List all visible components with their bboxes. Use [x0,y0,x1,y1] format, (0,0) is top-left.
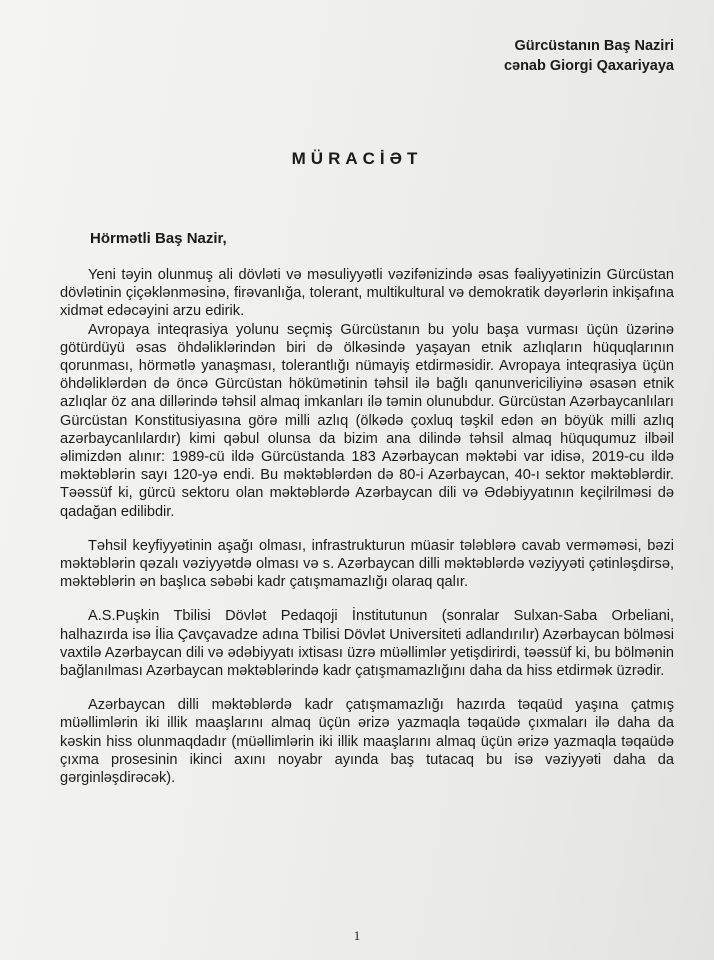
paragraph-education-quality: Təhsil keyfiyyətinin aşağı olması, infrastrukturun müasir tələblərə cavab verməməsi, bəzi məktəblərin qəzalı vəziyyətdə olması və s. Azərbaycan dilli məktəblərdə vəziyyəti çətinləşdirsə, məktəblərin ən başlıca səbəbi kadr çatışmamazlığı olaraq qalır. [60,537,674,591]
recipient-title: Gürcüstanın Baş Naziri [514,38,674,54]
recipient-name: cənab Giorgi Qaxariyaya [503,58,674,74]
page-number: 1 [353,928,361,943]
recipient-block [504,36,674,76]
paragraph-european-integration: Avropaya inteqrasiya yolunu seçmiş Gürcüstanın bu yolu başa vurması üçün üzərinə götürdüyü əsas öhdəliklərindən biri də ölkəsində yaşayan etnik azlıqların hüquqlarının qorunması, hörmətlə yanaşması, tolerantlığı nümayiş etdirməsidir. Avropaya inteqrasiya üçün öhdəliklərdən də öncə Gürcüstan hökümətinin təhsil ilə bağlı qanunvericiliyinə əsasən etnik azlıqlar öz ana dillərində təhsil almaq imkanları ilə təmin olunubdur. Gürcüstan Azərbaycanlıları Gürcüstan Konstitusiyasına görə milli azlıq (ölkədə çoxluq təşkil edən ən böyük milli azlıq azərbaycanlılardır) kimi qəbul olunsa da bizim ana dilində təhsil almaq hüququmuz ilbəil əlimizdən alınır: 1989-cü ildə Gürcüstanda 183 Azərbaycan məktəbi var idisə, 2019-cu ildə məktəblərin sayı 120-yə endi. Bu məktəblərdən də 80-i Azərbaycan, 40-ı sektor məktəblərdir. Təəssüf ki, gürcü sektoru olan məktəblərdə Azərbaycan dili və Ədəbiyyatının keçilrilməsi də qadağan edilibdir. [60,321,674,520]
document-title: MÜRACİƏT [291,149,423,168]
paragraph-pedagogical-institute: A.S.Puşkin Tbilisi Dövlət Pedaqoji İnstitutunun (sonralar Sulxan-Saba Orbeliani, halhazırda isə İlia Çavçavadze adına Tbilisi Dövlət Universiteti adlandırılır) Azərbaycan bölməsi vaxtilə Azərbaycan dili və ədəbiyyatı ixtisası üzrə müəllimlər yetişdirirdi, təəssüf ki, bu bölmənin bağlanılması Azərbaycan məktəblərində kadr çatışmamazlığını daha da hiss etdirmək üzrədir. [60,608,674,680]
paragraph-teacher-shortage: Azərbaycan dilli məktəblərdə kadr çatışmamazlığı hazırda təqaüd yaşına çatmış müəllimlərin iki illik maaşlarını almaq üçün ərizə yazmaqla təqaüdə çıxmaları ilə daha da kəskin hiss olunmaqdadır (müəllimlərin iki illik maaşlarını almaq üçün ərizə yazmaqla təqaüdə çıxma prosesinin ikinci axını noyabr ayında baş tutacaq bu isə vəziyyəti daha da gərginləşdirəcək). [60,697,674,787]
salutation: Hörmətli Baş Nazir, [90,230,227,247]
paragraph-intro: Yeni təyin olunmuş ali dövləti və məsuliyyətli vəzifənizində əsas fəaliyyətinizin Gürcüstan dövlətinin çiçəklənməsinə, firəvanlığa, tolerant, multikultural və demokratik dəyərlərin inkişafına xidmət edəcəyini arzu edirik. [60,267,674,320]
letter-body [60,266,674,787]
